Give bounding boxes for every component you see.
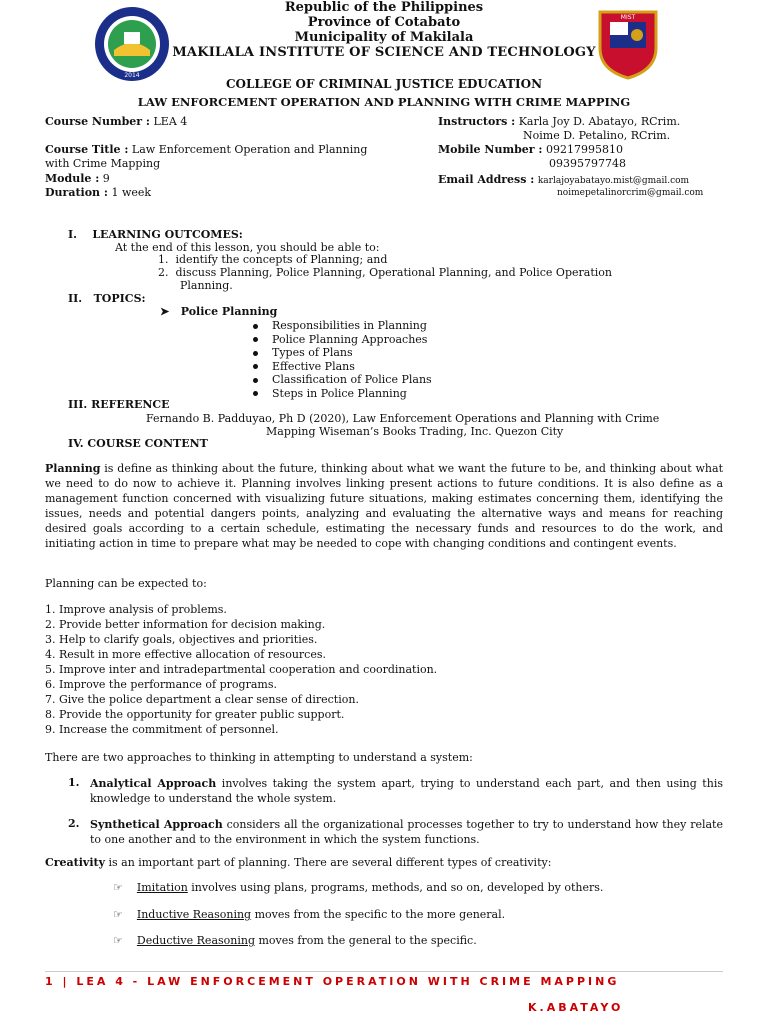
- course-title-row: Course Title : Law Enforcement Operation and Planning: [45, 143, 368, 156]
- section-topics: II. TOPICS:: [68, 292, 146, 305]
- bullet-icon: [253, 378, 258, 383]
- reference-line-1: Fernando B. Padduyao, Ph D (2020), Law Enforcement Operations and Planning with Crime: [146, 412, 660, 425]
- header-municipality: Municipality of Makilala: [294, 30, 474, 45]
- section-learning-outcomes: I. LEARNING OUTCOMES:: [68, 228, 243, 241]
- pointing-hand-icon: ☞: [113, 934, 123, 947]
- header-province: Province of Cotabato: [307, 15, 461, 30]
- list-item: 8. Provide the opportunity for greater public support.: [45, 708, 345, 721]
- reference-line-2: Mapping Wiseman’s Books Trading, Inc. Quezon City: [266, 425, 564, 438]
- creativity-intro: Creativity is an important part of planning. There are several different types of creativity:: [45, 856, 552, 869]
- creativity-item-deductive: ☞ Deductive Reasoning moves from the general to the specific.: [113, 934, 477, 947]
- college-title: COLLEGE OF CRIMINAL JUSTICE EDUCATION: [225, 77, 543, 91]
- approach-2-num: 2.: [68, 817, 80, 830]
- approaches-intro: There are two approaches to thinking in attempting to understand a system:: [45, 751, 473, 764]
- list-item: 2. Provide better information for decision making.: [45, 618, 326, 631]
- outcome-item-2-cont: Planning.: [180, 279, 233, 292]
- bullet-icon: [253, 337, 258, 342]
- outcome-item-2: 2. discuss Planning, Police Planning, Operational Planning, and Police Operation: [158, 266, 612, 279]
- header-institute: MAKILALA INSTITUTE OF SCIENCE AND TECHNOLOGY: [172, 45, 596, 60]
- list-item: 4. Result in more effective allocation of resources.: [45, 648, 326, 661]
- expected-list: [45, 602, 437, 737]
- creativity-item-inductive: ☞ Inductive Reasoning moves from the specific to the more general.: [113, 908, 506, 921]
- expected-intro: Planning can be expected to:: [45, 577, 207, 590]
- bullet-icon: [253, 391, 258, 396]
- module-row: Module : 9: [45, 172, 110, 185]
- approach-2: Synthetical Approach considers all the organizational processes together to try to understand how they relate to one another and to the environment in which the system functions.: [90, 818, 723, 846]
- svg-text:2014: 2014: [124, 72, 140, 79]
- outcomes-intro: At the end of this lesson, you should be able to:: [115, 241, 380, 254]
- pointing-hand-icon: ☞: [113, 908, 123, 921]
- list-item: 3. Help to clarify goals, objectives and priorities.: [45, 633, 318, 646]
- bullet-icon: [253, 364, 258, 369]
- list-item: Responsibilities in Planning: [253, 319, 432, 333]
- outcome-item-1: 1. identify the concepts of Planning; and: [158, 253, 388, 266]
- approach-1: Analytical Approach involves taking the system apart, trying to understand each part, and then using this knowledge to understand the whole system.: [90, 777, 723, 805]
- list-item: Effective Plans: [253, 360, 432, 374]
- arrow-icon: ➤: [160, 305, 170, 318]
- list-item: Classification of Police Plans: [253, 373, 432, 387]
- pointing-hand-icon: ☞: [113, 881, 123, 894]
- list-item: 7. Give the police department a clear sense of direction.: [45, 693, 359, 706]
- list-item: 9. Increase the commitment of personnel.: [45, 723, 279, 736]
- course-heading: LAW ENFORCEMENT OPERATION AND PLANNING WITH CRIME MAPPING: [137, 95, 631, 109]
- mobile-row: Mobile Number : 09217995810: [438, 143, 623, 156]
- instructor-2: Noime D. Petalino, RCrim.: [523, 129, 671, 142]
- bullet-icon: [253, 351, 258, 356]
- email-2: noimepetalinorcrim@gmail.com: [557, 188, 704, 198]
- section-course-content: IV. COURSE CONTENT: [68, 437, 208, 450]
- list-item: Types of Plans: [253, 346, 432, 360]
- topic-police-planning: ➤ Police Planning: [160, 305, 278, 318]
- course-number-row: Course Number : LEA 4: [45, 115, 188, 128]
- duration-row: Duration : 1 week: [45, 186, 152, 199]
- header-republic: Republic of the Philippines: [284, 0, 484, 15]
- list-item: 1. Improve analysis of problems.: [45, 603, 227, 616]
- instructors-row: Instructors : Karla Joy D. Abatayo, RCrim.: [438, 115, 681, 128]
- list-item: 5. Improve inter and intradepartmental cooperation and coordination.: [45, 663, 438, 676]
- footer-left: 1 | LEA 4 - LAW ENFORCEMENT OPERATION WITH CRIME MAPPING: [45, 975, 620, 988]
- course-title-cont: with Crime Mapping: [45, 157, 161, 170]
- bullet-icon: [253, 324, 258, 329]
- footer-divider: [45, 971, 723, 972]
- svg-text:MIST: MIST: [620, 14, 636, 21]
- planning-definition: Planning is define as thinking about the future, thinking about what we want the future to be, and thinking about what we need to do now to achieve it. Planning involves linking present actions to future conditions. It is also define as a management function concerned with visualizing future situations, making estimates concerning them, identifying the issues, needs and potential dangers points, analyzing and evaluating the alternative ways and means for reaching desired goals according to a certain schedule, estimating the necessary funds and resources to do the work, and initiating action in time to prepare what may be needed to cope with changing conditions and contingent events.: [45, 462, 723, 550]
- list-item: Police Planning Approaches: [253, 333, 432, 347]
- approach-1-num: 1.: [68, 776, 80, 789]
- list-item: Steps in Police Planning: [253, 387, 432, 401]
- list-item: 6. Improve the performance of programs.: [45, 678, 277, 691]
- mobile-2: 09395797748: [549, 157, 626, 170]
- creativity-item-imitation: ☞ Imitation involves using plans, programs, methods, and so on, developed by others.: [113, 881, 604, 894]
- email-row: Email Address : karlajoyabatayo.mist@gmail.com: [438, 173, 690, 186]
- section-reference: III. REFERENCE: [68, 398, 170, 411]
- footer-right: K.ABATAYO: [528, 1001, 624, 1014]
- topics-list: [253, 319, 432, 401]
